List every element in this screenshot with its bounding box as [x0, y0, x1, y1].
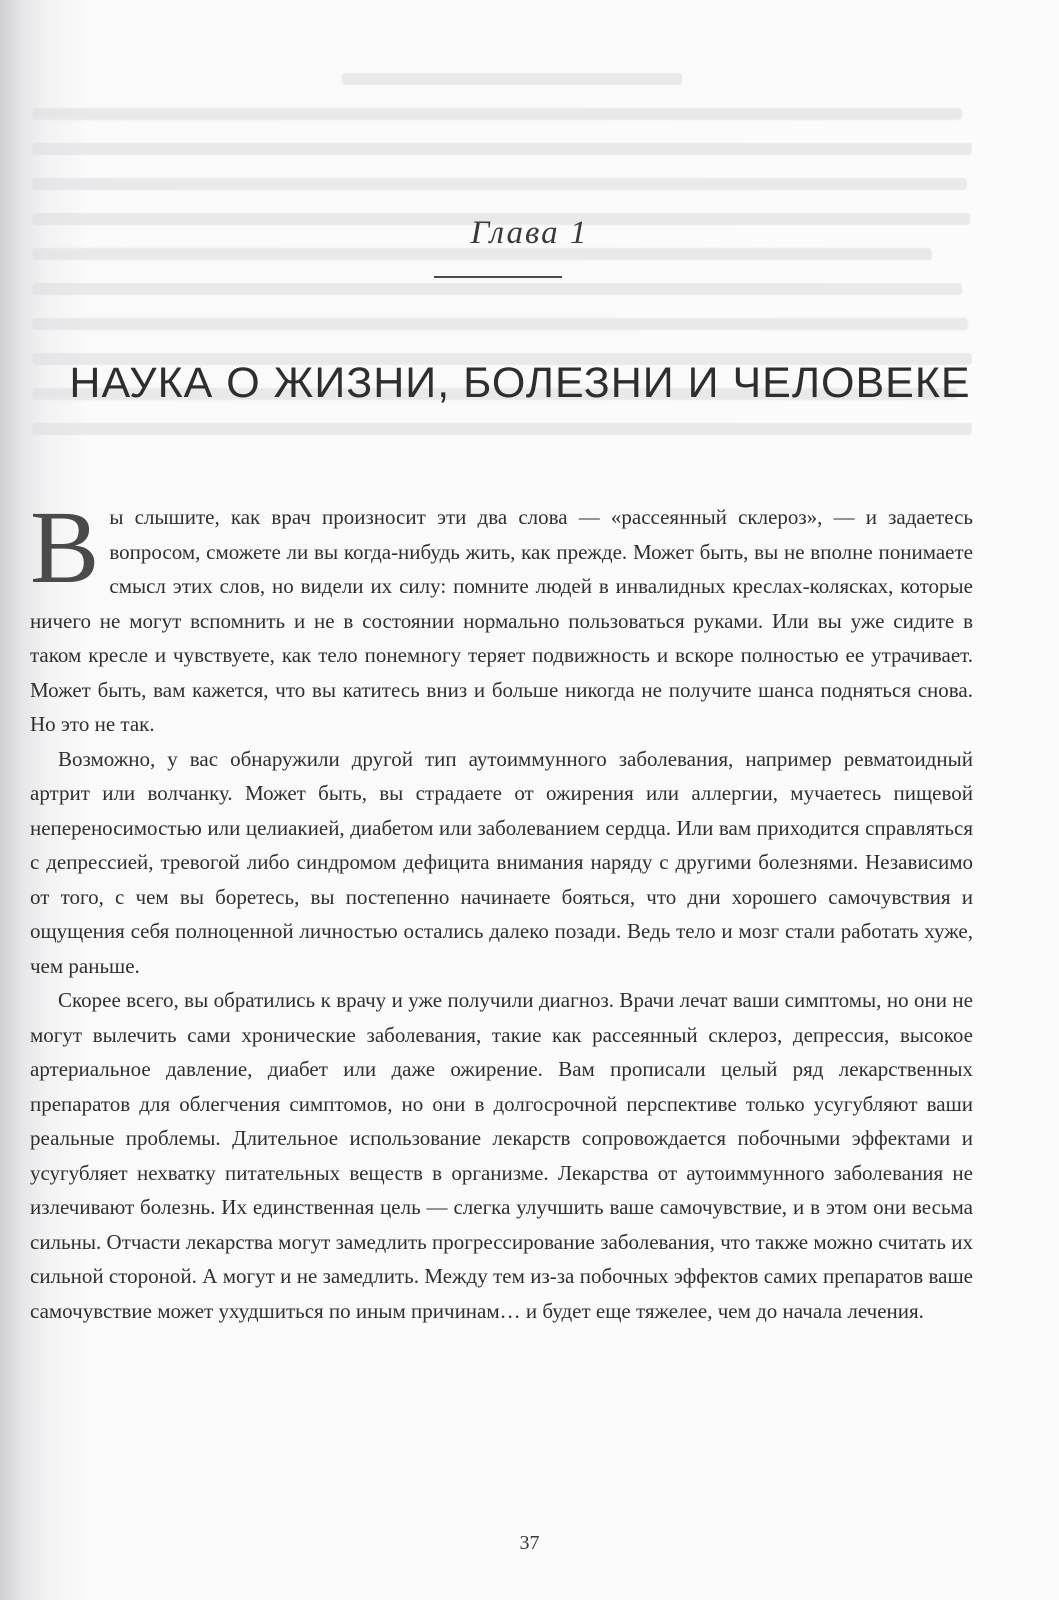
paragraph-2: Возможно, у вас обнаружили другой тип аутоиммунного заболевания, например ревматоидный артрит или волчанку. Может быть, вы страдаете от ожирения или аллергии, мучаетесь пищевой непереносимостью или целиакией, диабетом или заболеванием сердца. Или вам приходится справляться с депрессией, тревогой либо синдромом дефицита внимания наряду с другими болезнями. Независимо от того, с чем вы боретесь, вы постепенно начинаете бояться, что дни хорошего самочувствия и ощущения себя полноценной личностью остались далеко позади. Ведь тело и мозг стали работать хуже, чем раньше. — [30, 746, 973, 978]
chapter-divider — [434, 276, 562, 278]
page-number: 37 — [519, 1532, 540, 1554]
chapter-label: Глава 1 — [470, 215, 589, 251]
paragraph-1 — [30, 490, 973, 742]
body-text — [30, 490, 973, 1328]
chapter-title: НАУКА О ЖИЗНИ, БОЛЕЗНИ И ЧЕЛОВЕКЕ — [69, 358, 971, 407]
drop-cap: В — [30, 490, 100, 605]
paragraph-1-text: ы слышите, как врач произносит эти два слова — «рассеянный склероз», — и задаетесь вопросом, сможете ли вы когда-нибудь жить, как прежде. Может быть, вы не вполне понимаете смысл этих слов, но видели их силу: помните людей в инвалидных креслах-колясках, которые ничего не могут вспомнить и не в состоянии нормально пользоваться руками. Или вы уже сидите в таком кресле и чувствуете, как тело понемногу теряет подвижность и вскоре полностью ее утрачивает. Может быть, вам кажется, что вы катитесь вниз и больше никогда не получите шанса подняться снова. Но это не так. — [30, 505, 973, 736]
paragraph-3: Скорее всего, вы обратились к врачу и уже получили диагноз. Врачи лечат ваши симптомы, но они не могут вылечить сами хронические заболевания, такие как рассеянный склероз, депрессия, высокое артериальное давление, диабет или даже ожирение. Вам прописали целый ряд лекарственных препаратов для облегчения симптомов, но они в долгосрочной перспективе только усугубляют ваши реальные проблемы. Длительное использование лекарств сопровождается побочными эффектами и усугубляет нехватку питательных веществ в организме. Лекарства от аутоиммунного заболевания не излечивают болезнь. Их единственная цель — слегка улучшить ваше самочувствие, и в этом они весьма сильны. Отчасти лекарства могут замедлить прогрессирование заболевания, что также можно считать их сильной стороной. А могут и не замедлить. Между тем из-за побочных эффектов самих препаратов ваше самочувствие может ухудшиться по иным причинам… и будет еще тяжелее, чем до начала лечения. — [30, 988, 973, 1323]
